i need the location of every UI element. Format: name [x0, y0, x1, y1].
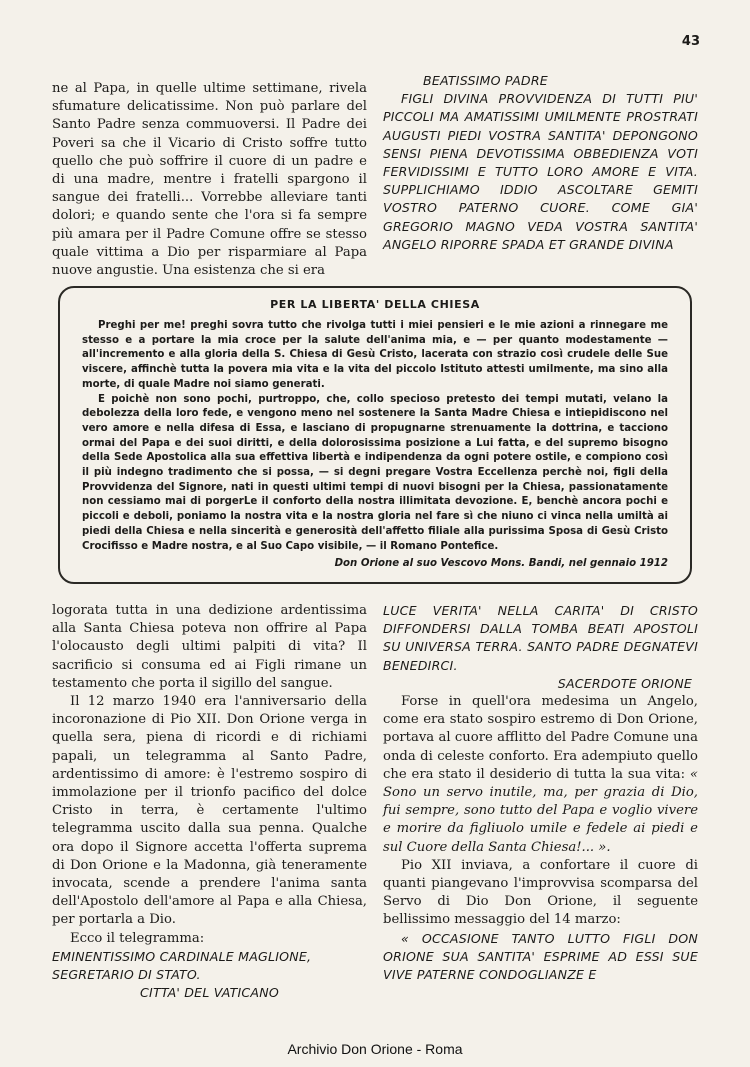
- telegram-salutation: BEATISSIMO PADRE: [423, 73, 548, 88]
- telegram-city: CITTA' DEL VATICANO: [140, 985, 279, 1001]
- body-paragraph: ne al Papa, in quelle ultime settimane, rivela sfumature delicatissime. Non può parlare del Santo Padre senza commuoversi. Il Padre dei Poveri sa che il Vicario di Cristo soffre tutto quello che può soffrire il cuore di un padre e di una madre, mentre i fratelli spargono il sangue dei fratelli... Vorrebbe alleviare tanti dolori; e quando sente che l'ora si fa sempre più amara per il Padre Comune offre se stesso quale vittima a Dio per risparmiare al Papa nuove angustie. Una esistenza che si era: [52, 81, 367, 279]
- left-column-bottom: [52, 602, 367, 1002]
- telegram-signature: SACERDOTE ORIONE: [557, 675, 692, 691]
- left-column-top: [52, 80, 367, 280]
- quote-paragraph-1: Preghi per me! preghi sovra tutto che rivolga tutti i miei pensieri e le mie azioni a rinnegare me stesso e a portare la mia croce per la salute dell'anima mia, e — per quanto modestamente — all'incremento e alla gloria della S. Chiesa di Gesù Cristo, lacerata con strazio così crudele delle Sue viscere, affinchè tutta la povera mia vita e la vita del piccolo Istituto attesti umilmente, ma sino alla morte, di quale Madre noi siamo generati.: [82, 320, 668, 390]
- quote-signature: Don Orione al suo Vescovo Mons. Bandi, nel gennaio 1912: [334, 558, 668, 570]
- quote-text: « Sono un servo inutile, ma, per grazia di Dio, fui sempre, sono tutto del Papa e voglio vivere e morire da figliuolo umile e fedele ai piedi e sul Cuore della Santa Chiesa!... ».: [383, 766, 698, 855]
- body-paragraph: Ecco il telegramma:: [70, 930, 205, 946]
- right-column-bottom: [383, 602, 698, 984]
- right-column-top: [383, 72, 698, 254]
- quote-paragraph-2: E poichè non sono pochi, purtroppo, che, collo specioso pretesto dei tempi mutati, velano la debolezza della loro fede, e vengono meno nel sostenere la Santa Madre Chiesa e intiepidiscono nel vero amore e nella difesa di Essa, e lasciano di propugnarne strenuamente la dottrina, e tacciono ormai del Papa e dei suoi diritti, e della dolorosissima posizione a Lui fatta, e del supremo bisogno della Sede Apostolica alla sua effettiva libertà e indipendenza da ogni potere ostile, e compiono così il più indegno tradimento che si possa, — si degni pregare Vostra Eccellenza perchè noi, figli della Provvidenza del Signore, nati in questi ultimi tempi di nuovi bisogni per la Chiesa, passionatamente non cessiamo mai di porgerLe il conforto della nostra illimitata devozione. E, benchè ancora pochi e piccoli e deboli, poniamo la nostra vita e la nostra gloria nel fare sì che niuno ci vinca nella umiltà ai piedi della Chiesa e nella sincerità e generosità dell'affetto filiale alla purissima Sposa di Gesù Cristo Crocifisso e Madre nostra, e al Suo Capo visibile, — il Romano Pontefice.: [82, 393, 668, 552]
- telegram-address: EMINENTISSIMO CARDINALE MAGLIONE, SEGRETARIO DI STATO.: [52, 948, 312, 983]
- page-number: 43: [681, 34, 700, 49]
- body-paragraph: [383, 693, 698, 857]
- body-paragraph: logorata tutta in una dedizione ardentissima alla Santa Chiesa poteva non offrire al Papa l'olocausto degli ultimi palpiti di vita? Il sacrificio si consuma ed ai Figli rimane un testamento che porta il sigillo del sangue.: [52, 603, 367, 691]
- telegram-text: LUCE VERITA' NELLA CARITA' DI CRISTO DIFFONDERSI DALLA TOMBA BEATI APOSTOLI SU UNIVERSA TERRA. SANTO PADRE DEGNATEVI BENEDIRCI.: [383, 603, 698, 673]
- quote-box: [58, 286, 692, 584]
- archive-footer: Archivio Don Orione - Roma: [287, 1041, 463, 1057]
- body-text: Forse in quell'ora medesima un Angelo, come era stato sospiro estremo di Don Orione, portava al cuore afflitto del Padre Comune una onda di celeste conforto. Era adempiuto quello che era stato il desiderio di tutta la sua vita:: [383, 694, 698, 782]
- telegram-text: FIGLI DIVINA PROVVIDENZA DI TUTTI PIU' PICCOLI MA AMATISSIMI UMILMENTE PROSTRATI AUGUSTI PIEDI VOSTRA SANTITA' DEPONGONO SENSI PIENA DEVOTISSIMA OBBEDIENZA VOTI FERVIDISSIMI E TUTTO LORO AMORE E VITA. SUPPLICHIAMO IDDIO ASCOLTARE GEMITI VOSTRO PATERNO CUORE. COME GIA' GREGORIO MAGNO VEDA VOSTRA SANTITA' ANGELO RIPORRE SPADA ET GRANDE DIVINA: [383, 91, 698, 252]
- body-paragraph: Il 12 marzo 1940 era l'anniversario della incoronazione di Pio XII. Don Orione verga in quella sera, piena di ricordi e di richiami papali, un telegramma al Santo Padre, ardentissimo di amore: è l'estremo sospiro di immolazione per il trionfo pacifico del dolce Cristo in terra, è certamente l'ultimo telegramma uscito dalla sua penna. Qualche ora dopo il Signore accetta l'offerta suprema di Don Orione e la Madonna, già teneramente invocata, scende a prendere l'anima santa dell'Apostolo dell'amore al Papa e alla Chiesa, per portarla a Dio.: [52, 694, 367, 928]
- quote-box-title: PER LA LIBERTA' DELLA CHIESA: [270, 298, 480, 311]
- body-paragraph: Pio XII inviava, a confortare il cuore di quanti piangevano l'improvvisa scomparsa del Servo di Dio Don Orione, il seguente bellissimo messaggio del 14 marzo:: [383, 857, 698, 928]
- telegram-text: « OCCASIONE TANTO LUTTO FIGLI DON ORIONE SUA SANTITA' ESPRIME AD ESSI SUE VIVE PATERNE CONDOGLIANZE E: [383, 930, 698, 983]
